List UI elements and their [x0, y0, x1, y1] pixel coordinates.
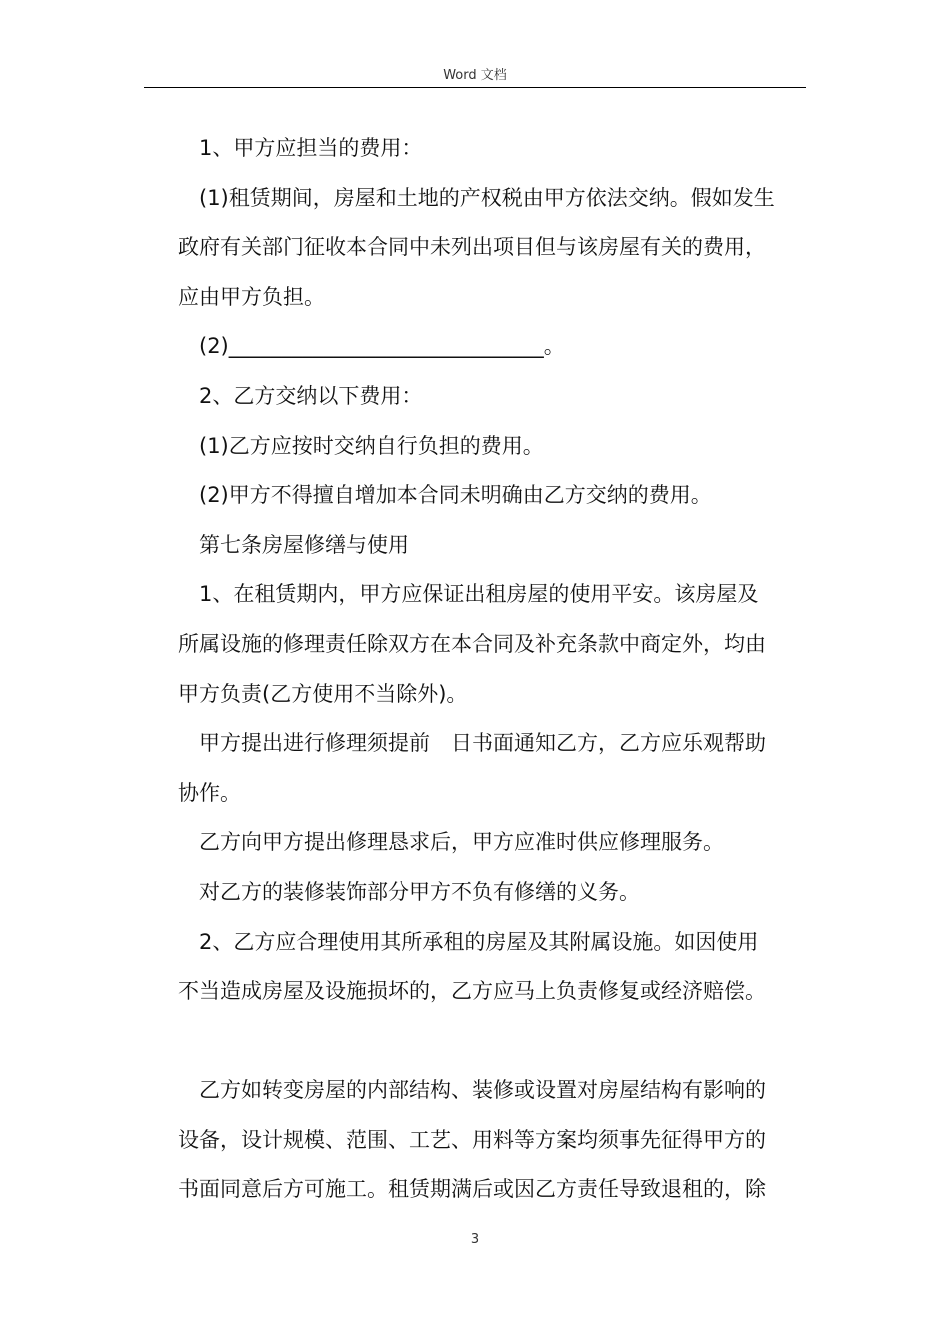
paragraph-line: 1、甲方应担当的费用：: [199, 136, 423, 160]
document-body: [178, 124, 806, 1215]
header-divider: [144, 87, 806, 88]
paragraph-line: 应由甲方负担。: [178, 284, 325, 309]
paragraph-line: 2、乙方交纳以下费用：: [199, 383, 423, 408]
paragraph-line: 设备，设计规模、范围、工艺、用料等方案均须事先征得甲方的: [178, 1127, 766, 1152]
header-title: Word 文档: [443, 68, 507, 83]
paragraph-line: 不当造成房屋及设施损坏的，乙方应马上负责修复或经济赔偿。: [178, 979, 766, 1004]
paragraph-line: (1)租赁期间，房屋和土地的产权税由甲方依法交纳。假如发生: [199, 185, 775, 210]
paragraph-line: 1、在租赁期内，甲方应保证出租房屋的使用平安。该房屋及: [199, 582, 759, 607]
paragraph-gap: [178, 1017, 806, 1067]
paragraph-line: 所属设施的修理责任除双方在本合同及补充条款中商定外，均由: [178, 631, 766, 656]
paragraph-line: 乙方向甲方提出修理恳求后，甲方应准时供应修理服务。: [199, 830, 724, 855]
paragraph-line: (2)甲方不得擅自增加本合同未明确由乙方交纳的费用。: [199, 483, 712, 508]
page-number: 3: [470, 1232, 480, 1247]
paragraph-line: (2)______________________________。: [199, 334, 565, 359]
paragraph-line: (1)乙方应按时交纳自行负担的费用。: [199, 433, 544, 458]
paragraph-line: 协作。: [178, 780, 241, 805]
paragraph-line: 2、乙方应合理使用其所承租的房屋及其附属设施。如因使用: [199, 929, 759, 954]
paragraph-line: 对乙方的装修装饰部分甲方不负有修缮的义务。: [199, 879, 640, 904]
section-heading: 第七条房屋修缮与使用: [199, 532, 409, 557]
paragraph-line: 书面同意后方可施工。租赁期满后或因乙方责任导致退租的，除: [178, 1177, 766, 1202]
paragraph-line: 甲方提出进行修理须提前 日书面通知乙方，乙方应乐观帮助: [199, 731, 766, 756]
paragraph-line: 政府有关部门征收本合同中未列出项目但与该房屋有关的费用，: [178, 235, 766, 260]
paragraph-line: 乙方如转变房屋的内部结构、装修或设置对房屋结构有影响的: [199, 1078, 766, 1103]
paragraph-line: 甲方负责(乙方使用不当除外)。: [178, 681, 468, 706]
